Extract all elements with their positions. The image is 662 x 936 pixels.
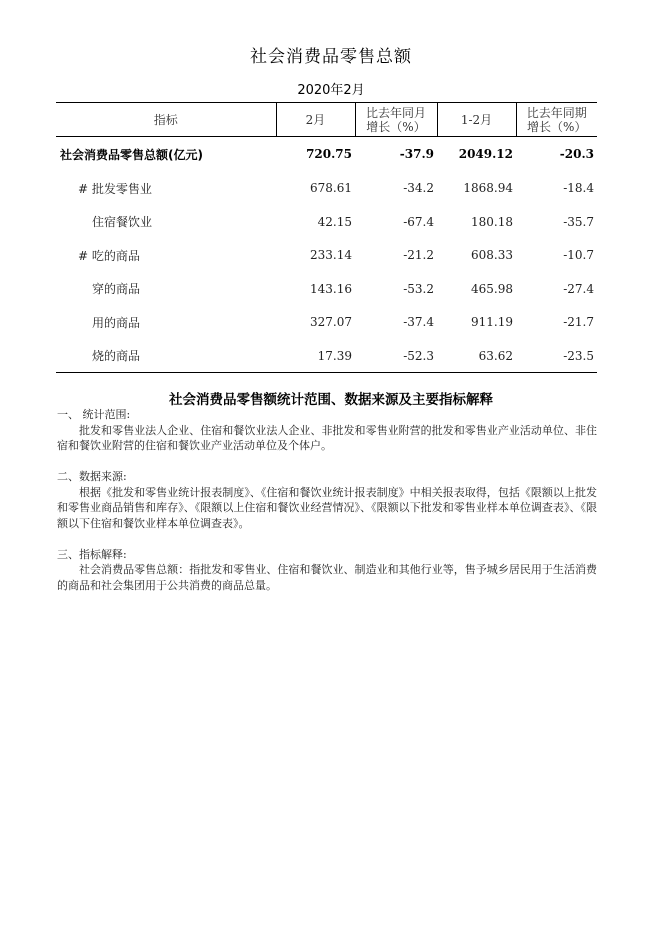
notes-section	[57, 407, 597, 593]
row-cumulative-growth: -27.4	[563, 281, 594, 296]
row-name: 住宿餐饮业	[92, 215, 153, 230]
table-row	[56, 205, 597, 239]
row-month-growth: -34.2	[403, 181, 434, 196]
row-cumulative-growth: -23.5	[563, 348, 594, 363]
table-header-row	[56, 103, 597, 137]
header-month-growth-line2: 增长（%）	[366, 119, 426, 134]
row-cumulative-value: 63.62	[478, 348, 513, 363]
row-month-value: 233.14	[310, 248, 352, 263]
header-cumulative-growth-line1: 比去年同期	[526, 105, 587, 120]
header-cumulative-growth	[516, 103, 597, 137]
table-row-total	[56, 137, 597, 172]
row-month-growth: -52.3	[403, 348, 434, 363]
table-row	[56, 239, 597, 273]
row-month-growth: -37.9	[399, 147, 434, 162]
report-period: 2020年2月	[297, 83, 365, 98]
retail-sales-table	[56, 102, 597, 373]
row-cumulative-value: 465.98	[471, 281, 513, 296]
row-cumulative-growth: -10.7	[563, 248, 594, 263]
row-month-growth: -67.4	[403, 214, 434, 229]
row-cumulative-value: 911.19	[471, 315, 513, 330]
row-month-value: 678.61	[310, 181, 352, 196]
header-indicator: 指标	[56, 103, 276, 137]
row-cumulative-growth: -21.7	[563, 315, 594, 330]
row-cumulative-value: 2049.12	[458, 147, 513, 162]
explain-heading: 三、指标解释:	[57, 547, 127, 561]
row-name: 穿的商品	[92, 282, 141, 297]
scope-text: 批发和零售业法人企业、住宿和餐饮业法人企业、非批发和零售业附营的批发和零售业产业活动单位、非住宿和餐饮业附营的住宿和餐饮业产业活动单位及个体户。	[57, 423, 597, 452]
row-month-growth: -53.2	[403, 281, 434, 296]
table-row	[56, 272, 597, 306]
header-cumulative-growth-line2: 增长（%）	[527, 119, 587, 134]
row-cumulative-growth: -35.7	[563, 214, 594, 229]
row-name: # 批发零售业	[78, 181, 152, 196]
row-cumulative-growth: -20.3	[559, 147, 594, 162]
row-name: 用的商品	[92, 315, 141, 330]
source-text: 根据《批发和零售业统计报表制度》、《住宿和餐饮业统计报表制度》中相关报表取得，包括《限额以上批发和零售业商品销售和库存》、《限额以上住宿和餐饮业经营情况》、《限额以下批发和零售业样本单位调查表》、《限额以下住宿和餐饮业样本单位调查表》。	[57, 485, 597, 530]
header-month-growth	[355, 103, 437, 137]
row-month-value: 143.16	[310, 281, 352, 296]
row-month-growth: -21.2	[403, 248, 434, 263]
row-cumulative-value: 608.33	[471, 248, 513, 263]
source-heading: 二、数据来源:	[57, 470, 127, 483]
row-name: # 吃的商品	[78, 248, 140, 263]
row-month-growth: -37.4	[403, 315, 434, 330]
row-month-value: 42.15	[317, 214, 352, 229]
row-name: 社会消费品零售总额(亿元)	[60, 147, 203, 162]
table-row	[56, 339, 597, 373]
explain-text: 社会消费品零售总额：指批发和零售业、住宿和餐饮业、制造业和其他行业等，售予城乡居民用于生活消费的商品和社会集团用于公共消费的商品总量。	[57, 563, 597, 592]
row-month-value: 17.39	[317, 348, 352, 363]
row-name: 烧的商品	[92, 349, 141, 363]
page-title: 社会消费品零售总额	[250, 47, 412, 67]
header-month-growth-line1: 比去年同月	[365, 105, 426, 120]
notes-title: 社会消费品零售额统计范围、数据来源及主要指标解释	[169, 392, 493, 408]
row-month-value: 327.07	[310, 315, 352, 330]
header-month: 2月	[276, 103, 355, 137]
table-row	[56, 172, 597, 206]
row-cumulative-value: 180.18	[471, 214, 513, 229]
table-row	[56, 306, 597, 340]
header-cumulative: 1-2月	[437, 103, 516, 137]
scope-heading: 一、 统计范围:	[57, 408, 131, 421]
row-month-value: 720.75	[306, 147, 352, 162]
row-cumulative-growth: -18.4	[563, 181, 594, 196]
row-cumulative-value: 1868.94	[463, 181, 513, 196]
